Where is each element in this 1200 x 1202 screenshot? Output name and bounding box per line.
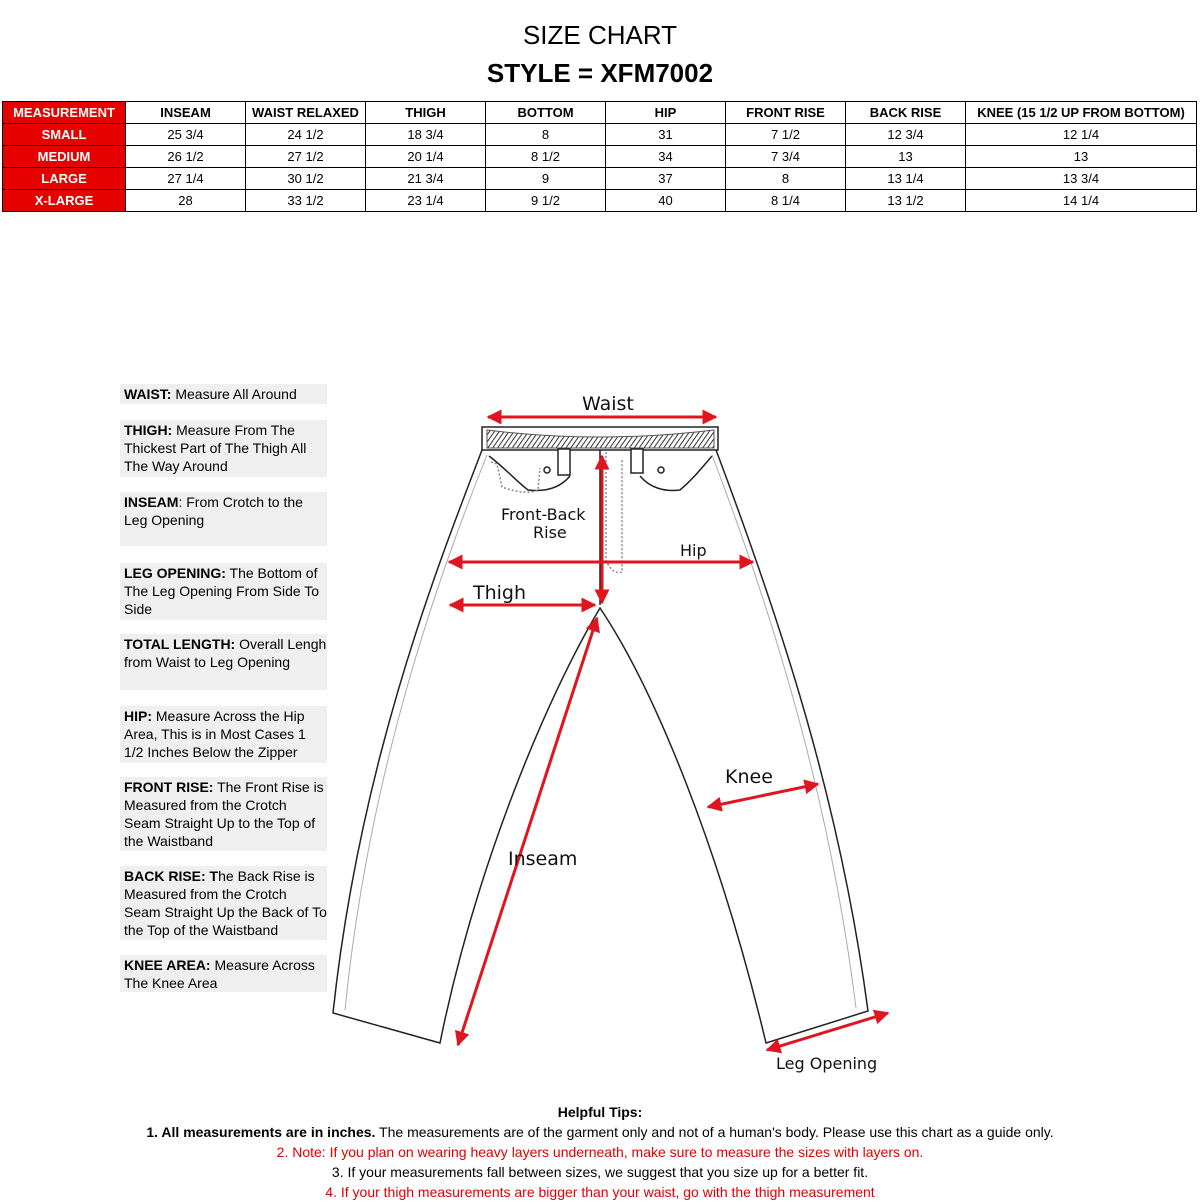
table-cell: 30 1/2 [246, 168, 366, 190]
leg-opening-label: Leg Opening [776, 1054, 878, 1073]
legend-desc: Measure Across the Hip Area, This is in Most Cases 1 1/2 Inches Below the Zipper [124, 708, 306, 760]
legend-desc: Measure All Around [171, 386, 297, 402]
table-cell: 40 [606, 190, 726, 212]
legend-term: THIGH: [124, 422, 173, 438]
tip-1-rest: The measurements are of the garment only and not of a human's body. Please use this chart as a guide only. [375, 1124, 1054, 1140]
table-header-cell: BACK RISE [846, 102, 966, 124]
table-cell: 34 [606, 146, 726, 168]
inseam-label: Inseam [508, 848, 578, 870]
table-cell: 33 1/2 [246, 190, 366, 212]
table-cell: 13 [966, 146, 1197, 168]
table-cell: 9 [486, 168, 606, 190]
table-cell: 7 3/4 [726, 146, 846, 168]
inseam-arrow [458, 618, 597, 1045]
legend-term: LEG OPENING: [124, 565, 226, 581]
legend-term: TOTAL LENGTH: [124, 636, 236, 652]
table-cell: 7 1/2 [726, 124, 846, 146]
waist-label: Waist [582, 393, 634, 415]
tip-1 [0, 1122, 1200, 1142]
size-label: X-LARGE [3, 190, 126, 212]
diagram-labels [472, 393, 877, 1073]
table-cell: 25 3/4 [126, 124, 246, 146]
table-cell: 12 1/4 [966, 124, 1197, 146]
front-back-rise-label: Front-Back [501, 505, 586, 524]
table-cell: 27 1/2 [246, 146, 366, 168]
table-cell: 27 1/4 [126, 168, 246, 190]
chart-title: SIZE CHART [522, 20, 678, 50]
helpful-tips [0, 1102, 1200, 1202]
table-header-cell: MEASUREMENT [3, 102, 126, 124]
knee-label: Knee [725, 766, 773, 788]
table-cell: 9 1/2 [486, 190, 606, 212]
table-cell: 13 1/4 [846, 168, 966, 190]
legend-term: KNEE AREA: [124, 957, 211, 973]
table-cell: 8 [486, 124, 606, 146]
legend-term: HIP: [124, 708, 152, 724]
tip-3: 3. If your measurements fall between sizes, we suggest that you size up for a better fit. [331, 1164, 869, 1180]
table-cell: 13 [846, 146, 966, 168]
table-cell: 8 1/2 [486, 146, 606, 168]
table-header-cell: BOTTOM [486, 102, 606, 124]
size-label: MEDIUM [3, 146, 126, 168]
legend-desc: The Bottom of The Leg Opening From Side To Side [124, 565, 320, 617]
table-cell: 8 1/4 [726, 190, 846, 212]
table-cell: 23 1/4 [366, 190, 486, 212]
tip-2: 2. Note: If you plan on wearing heavy layers underneath, make sure to measure the sizes with layers on. [276, 1144, 924, 1160]
size-label: SMALL [3, 124, 126, 146]
table-cell: 20 1/4 [366, 146, 486, 168]
hip-label: Hip [680, 541, 707, 560]
size-label: LARGE [3, 168, 126, 190]
table-header-cell: KNEE (15 1/2 UP FROM BOTTOM) [966, 102, 1197, 124]
table-cell: 37 [606, 168, 726, 190]
table-cell: 13 1/2 [846, 190, 966, 212]
table-cell: 13 3/4 [966, 168, 1197, 190]
tip-4: 4. If your thigh measurements are bigger than your waist, go with the thigh measurement [325, 1184, 875, 1200]
table-cell: 28 [126, 190, 246, 212]
table-header-cell: THIGH [366, 102, 486, 124]
thigh-label: Thigh [473, 582, 527, 604]
table-header-cell: FRONT RISE [726, 102, 846, 124]
table-header-cell: INSEAM [126, 102, 246, 124]
legend-desc: Measure From The Thickest Part of The Thigh All The Way Around [124, 422, 307, 474]
table-cell: 24 1/2 [246, 124, 366, 146]
legend-desc: : From Crotch to the Leg Opening [124, 494, 303, 528]
table-header-cell: HIP [606, 102, 726, 124]
tip-1-bold: 1. All measurements are in inches. [146, 1124, 376, 1140]
legend-desc: The Front Rise is Measured from the Crotch Seam Straight Up to the Top of the Waistband [124, 779, 324, 849]
table-cell: 31 [606, 124, 726, 146]
table-cell: 14 1/4 [966, 190, 1197, 212]
table-cell: 26 1/2 [126, 146, 246, 168]
legend-desc: Overall Lengh from Waist to Leg Opening [124, 636, 327, 670]
leg-opening-arrow [767, 1013, 888, 1050]
legend-term: WAIST: [124, 386, 172, 402]
table-cell: 8 [726, 168, 846, 190]
table-cell: 18 3/4 [366, 124, 486, 146]
legend-term: BACK RISE: T [124, 868, 219, 884]
front-back-rise-label-line2: Rise [533, 523, 567, 542]
legend-term: INSEAM [124, 494, 179, 510]
legend-desc: he Back Rise is Measured from the Crotch Seam Straight Up the Back of To the Top of the Waistband [124, 868, 327, 938]
style-title: STYLE = XFM7002 [486, 58, 714, 88]
legend-desc: Measure Across The Knee Area [124, 957, 315, 991]
legend-term: FRONT RISE: [124, 779, 214, 795]
table-header-cell: WAIST RELAXED [246, 102, 366, 124]
table-cell: 21 3/4 [366, 168, 486, 190]
tips-title: Helpful Tips: [557, 1104, 643, 1120]
table-cell: 12 3/4 [846, 124, 966, 146]
